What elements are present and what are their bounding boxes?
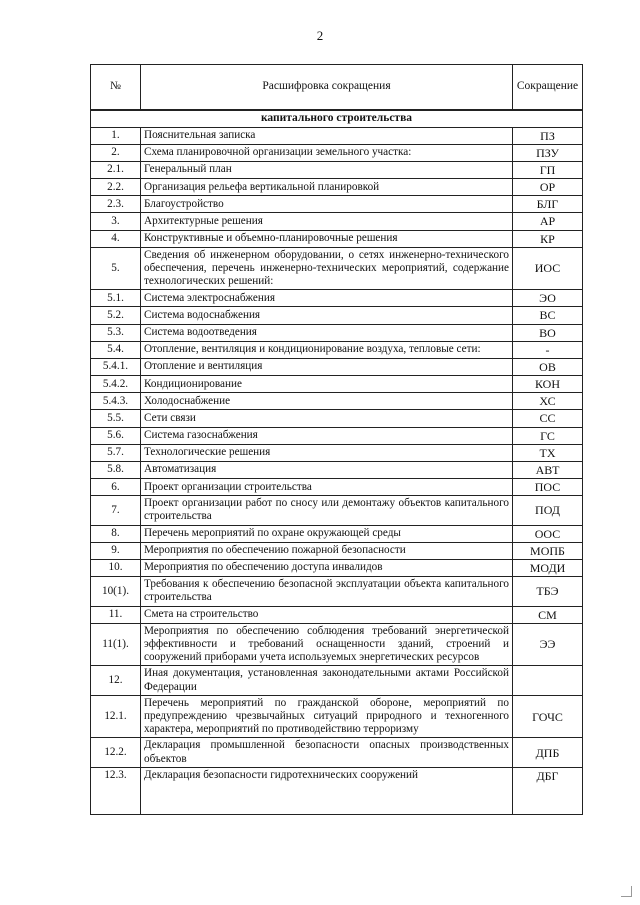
row-description: Холодоснабжение [141, 393, 513, 410]
table-row [91, 427, 583, 444]
row-description: Конструктивные и объемно-планировочные решения [141, 230, 513, 247]
table-row [91, 496, 583, 525]
row-number: 2. [91, 144, 141, 161]
page-corner-mark [621, 886, 632, 897]
header-num: № [91, 65, 141, 111]
abbreviation-table [90, 64, 583, 815]
row-abbreviation: ПОД [513, 496, 583, 525]
row-description: Проект организации строительства [141, 479, 513, 496]
table-row [91, 161, 583, 178]
row-number: 12. [91, 666, 141, 695]
row-number: 5.7. [91, 444, 141, 461]
row-abbreviation: КР [513, 230, 583, 247]
row-number: 5.8. [91, 461, 141, 478]
row-abbreviation: МОПБ [513, 542, 583, 559]
section-title-row [91, 110, 583, 127]
row-abbreviation: ХС [513, 393, 583, 410]
row-abbreviation: ИОС [513, 247, 583, 290]
row-number: 5.4. [91, 341, 141, 358]
row-abbreviation: АР [513, 213, 583, 230]
table-row [91, 358, 583, 375]
row-number: 2.3. [91, 196, 141, 213]
row-number: 5.5. [91, 410, 141, 427]
row-abbreviation [513, 666, 583, 695]
row-number: 5.3. [91, 324, 141, 341]
table-row [91, 577, 583, 606]
row-abbreviation: БЛГ [513, 196, 583, 213]
table-row [91, 393, 583, 410]
table-row [91, 127, 583, 144]
row-description: Мероприятия по обеспечению соблюдения требований энергетической эффективности и требований оснащенности зданий, строений и сооружений приборами учета используемых энергетических ресурсов [141, 623, 513, 666]
table-row [91, 213, 583, 230]
row-abbreviation: ГС [513, 427, 583, 444]
row-abbreviation: МОДИ [513, 559, 583, 576]
row-description: Система водоотведения [141, 324, 513, 341]
row-abbreviation: ВО [513, 324, 583, 341]
row-abbreviation: - [513, 341, 583, 358]
table-row [91, 376, 583, 393]
row-description: Технологические решения [141, 444, 513, 461]
row-description: Схема планировочной организации земельного участка: [141, 144, 513, 161]
row-abbreviation: КОН [513, 376, 583, 393]
row-description: Система водоснабжения [141, 307, 513, 324]
table-row [91, 767, 583, 814]
row-description: Отопление, вентиляция и кондиционирование воздуха, тепловые сети: [141, 341, 513, 358]
table-row [91, 144, 583, 161]
row-description: Генеральный план [141, 161, 513, 178]
row-abbreviation: АВТ [513, 461, 583, 478]
row-number: 5.6. [91, 427, 141, 444]
row-number: 5.4.1. [91, 358, 141, 375]
row-abbreviation: ЭО [513, 290, 583, 307]
row-abbreviation: СМ [513, 606, 583, 623]
row-description: Организация рельефа вертикальной планировкой [141, 179, 513, 196]
row-number: 5. [91, 247, 141, 290]
row-abbreviation: ТХ [513, 444, 583, 461]
table-row [91, 410, 583, 427]
row-abbreviation: СС [513, 410, 583, 427]
row-abbreviation: ПОС [513, 479, 583, 496]
row-description: Мероприятия по обеспечению пожарной безопасности [141, 542, 513, 559]
row-number: 5.4.2. [91, 376, 141, 393]
header-abbreviation: Сокращение [513, 65, 583, 111]
row-number: 11. [91, 606, 141, 623]
row-abbreviation: ГОЧС [513, 695, 583, 738]
row-description: Благоустройство [141, 196, 513, 213]
row-description: Пояснительная записка [141, 127, 513, 144]
table-row [91, 444, 583, 461]
table-row [91, 695, 583, 738]
row-number: 7. [91, 496, 141, 525]
row-number: 4. [91, 230, 141, 247]
table-row [91, 196, 583, 213]
row-abbreviation: ДПБ [513, 738, 583, 767]
row-number: 1. [91, 127, 141, 144]
table-row [91, 525, 583, 542]
row-description: Мероприятия по обеспечению доступа инвалидов [141, 559, 513, 576]
row-description: Автоматизация [141, 461, 513, 478]
row-abbreviation: ОР [513, 179, 583, 196]
row-description: Архитектурные решения [141, 213, 513, 230]
table-row [91, 324, 583, 341]
row-abbreviation: ПЗ [513, 127, 583, 144]
table-row [91, 290, 583, 307]
row-abbreviation: ДБГ [513, 767, 583, 814]
row-description: Отопление и вентиляция [141, 358, 513, 375]
row-number: 5.4.3. [91, 393, 141, 410]
row-abbreviation: ООС [513, 525, 583, 542]
row-description: Система электроснабжения [141, 290, 513, 307]
table-row [91, 230, 583, 247]
row-abbreviation: ТБЭ [513, 577, 583, 606]
row-description: Перечень мероприятий по гражданской обороне, мероприятий по предупреждению чрезвычайных ситуаций природного и техногенного характера, мероприятий по противодействию терроризму [141, 695, 513, 738]
row-number: 5.2. [91, 307, 141, 324]
row-number: 2.1. [91, 161, 141, 178]
table-row [91, 738, 583, 767]
header-description: Расшифровка сокращения [141, 65, 513, 111]
row-abbreviation: ОВ [513, 358, 583, 375]
section-title: капитального строительства [91, 110, 583, 127]
row-number: 10(1). [91, 577, 141, 606]
row-abbreviation: ПЗУ [513, 144, 583, 161]
row-number: 3. [91, 213, 141, 230]
table-row [91, 666, 583, 695]
row-description: Декларация безопасности гидротехнических сооружений [141, 767, 513, 814]
row-number: 12.2. [91, 738, 141, 767]
table-row [91, 179, 583, 196]
table-row [91, 542, 583, 559]
row-number: 2.2. [91, 179, 141, 196]
row-number: 10. [91, 559, 141, 576]
table-row [91, 559, 583, 576]
table-row [91, 479, 583, 496]
row-description: Сведения об инженерном оборудовании, о сетях инженерно-технического обеспечения, перечень инженерно-технических мероприятий, содержание технологических решений: [141, 247, 513, 290]
table-row [91, 623, 583, 666]
row-abbreviation: ВС [513, 307, 583, 324]
table-header-row [91, 65, 583, 111]
row-description: Система газоснабжения [141, 427, 513, 444]
row-number: 11(1). [91, 623, 141, 666]
row-description: Проект организации работ по сносу или демонтажу объектов капитального строительства [141, 496, 513, 525]
row-description: Декларация промышленной безопасности опасных производственных объектов [141, 738, 513, 767]
row-description: Сети связи [141, 410, 513, 427]
row-number: 6. [91, 479, 141, 496]
row-description: Перечень мероприятий по охране окружающей среды [141, 525, 513, 542]
table-row [91, 307, 583, 324]
row-number: 8. [91, 525, 141, 542]
row-abbreviation: ГП [513, 161, 583, 178]
row-number: 5.1. [91, 290, 141, 307]
page-number: 2 [316, 28, 324, 43]
row-description: Смета на строительство [141, 606, 513, 623]
table-row [91, 341, 583, 358]
row-abbreviation: ЭЭ [513, 623, 583, 666]
row-number: 12.3. [91, 767, 141, 814]
row-description: Иная документация, установленная законодательными актами Российской Федерации [141, 666, 513, 695]
row-number: 9. [91, 542, 141, 559]
table-row [91, 247, 583, 290]
row-description: Кондиционирование [141, 376, 513, 393]
row-description: Требования к обеспечению безопасной эксплуатации объекта капитального строительства [141, 577, 513, 606]
row-number: 12.1. [91, 695, 141, 738]
table-row [91, 606, 583, 623]
table-row [91, 461, 583, 478]
